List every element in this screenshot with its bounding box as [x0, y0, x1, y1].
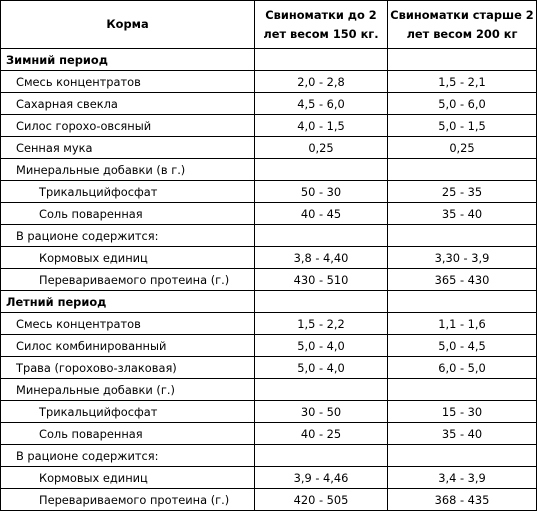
feed-label: Перевариваемого протеина (г.): [1, 489, 255, 511]
header-sows-under-2-line1: Свиноматки до 2: [265, 7, 377, 22]
feed-label: Перевариваемого протеина (г.): [1, 269, 255, 291]
table-row: [1, 313, 537, 335]
value-under-2: [255, 225, 388, 247]
feed-label: Соль поваренная: [1, 203, 255, 225]
feed-label: В рационе содержится:: [1, 225, 255, 247]
value-over-2: 3,30 - 3,9: [388, 247, 537, 269]
feed-label: Минеральные добавки (г.): [1, 379, 255, 401]
section-title-summer: Летний период: [1, 291, 255, 313]
feed-label: В рационе содержится:: [1, 445, 255, 467]
feed-label: Силос горохо-овсяный: [1, 115, 255, 137]
value-under-2: 5,0 - 4,0: [255, 335, 388, 357]
table-row: [1, 247, 537, 269]
value-under-2: 4,5 - 6,0: [255, 93, 388, 115]
feed-label: Смесь концентратов: [1, 71, 255, 93]
header-sows-over-2-line2: лет весом 200 кг: [406, 26, 518, 41]
empty-cell: [255, 49, 388, 71]
table-row: [1, 269, 537, 291]
table-row: [1, 467, 537, 489]
header-sows-under-2-line2: лет весом 150 кг.: [263, 26, 379, 41]
value-over-2: [388, 379, 537, 401]
header-sows-over-2-line1: Свиноматки старше 2: [390, 7, 534, 22]
table-row: [1, 93, 537, 115]
table-row: [1, 357, 537, 379]
feed-label: Трикальцийфосфат: [1, 181, 255, 203]
table-row: [1, 71, 537, 93]
header-row: [1, 1, 537, 49]
value-over-2: 5,0 - 4,5: [388, 335, 537, 357]
table-row: [1, 423, 537, 445]
value-over-2: 25 - 35: [388, 181, 537, 203]
table-row: [1, 379, 537, 401]
feed-label: Минеральные добавки (в г.): [1, 159, 255, 181]
value-over-2: 35 - 40: [388, 423, 537, 445]
value-under-2: 3,9 - 4,46: [255, 467, 388, 489]
value-under-2: [255, 159, 388, 181]
table-row: [1, 445, 537, 467]
feed-label: Трава (горохово-злаковая): [1, 357, 255, 379]
feed-label: Кормовых единиц: [1, 467, 255, 489]
table-row: [1, 159, 537, 181]
feed-label: Трикальцийфосфат: [1, 401, 255, 423]
table-row: [1, 225, 537, 247]
header-sows-over-2: [388, 1, 537, 49]
value-under-2: 40 - 45: [255, 203, 388, 225]
section-row-winter: [1, 49, 537, 71]
value-over-2: 365 - 430: [388, 269, 537, 291]
section-title-winter: Зимний период: [1, 49, 255, 71]
value-under-2: 5,0 - 4,0: [255, 357, 388, 379]
section-row-summer: [1, 291, 537, 313]
table-row: [1, 335, 537, 357]
value-over-2: 35 - 40: [388, 203, 537, 225]
table-row: [1, 489, 537, 511]
value-over-2: 1,5 - 2,1: [388, 71, 537, 93]
value-over-2: [388, 445, 537, 467]
table-row: [1, 203, 537, 225]
feed-label: Соль поваренная: [1, 423, 255, 445]
feed-label: Кормовых единиц: [1, 247, 255, 269]
value-under-2: [255, 445, 388, 467]
feed-label: Смесь концентратов: [1, 313, 255, 335]
empty-cell: [388, 49, 537, 71]
table-row: [1, 401, 537, 423]
value-under-2: 4,0 - 1,5: [255, 115, 388, 137]
table-row: [1, 115, 537, 137]
value-under-2: [255, 379, 388, 401]
value-under-2: 1,5 - 2,2: [255, 313, 388, 335]
value-over-2: 3,4 - 3,9: [388, 467, 537, 489]
value-over-2: 5,0 - 6,0: [388, 93, 537, 115]
value-over-2: 6,0 - 5,0: [388, 357, 537, 379]
table-row: [1, 137, 537, 159]
feed-label: Сахарная свекла: [1, 93, 255, 115]
value-over-2: 1,1 - 1,6: [388, 313, 537, 335]
value-under-2: 40 - 25: [255, 423, 388, 445]
value-under-2: 0,25: [255, 137, 388, 159]
value-over-2: 368 - 435: [388, 489, 537, 511]
table-row: [1, 181, 537, 203]
value-over-2: 5,0 - 1,5: [388, 115, 537, 137]
value-over-2: [388, 225, 537, 247]
value-over-2: 0,25: [388, 137, 537, 159]
value-over-2: [388, 159, 537, 181]
value-under-2: 30 - 50: [255, 401, 388, 423]
header-sows-under-2: [255, 1, 388, 49]
header-feed: Корма: [1, 1, 255, 49]
value-under-2: 430 - 510: [255, 269, 388, 291]
value-under-2: 2,0 - 2,8: [255, 71, 388, 93]
value-over-2: 15 - 30: [388, 401, 537, 423]
feed-label: Силос комбинированный: [1, 335, 255, 357]
value-under-2: 50 - 30: [255, 181, 388, 203]
empty-cell: [388, 291, 537, 313]
feed-label: Сенная мука: [1, 137, 255, 159]
value-under-2: 3,8 - 4,40: [255, 247, 388, 269]
value-under-2: 420 - 505: [255, 489, 388, 511]
empty-cell: [255, 291, 388, 313]
